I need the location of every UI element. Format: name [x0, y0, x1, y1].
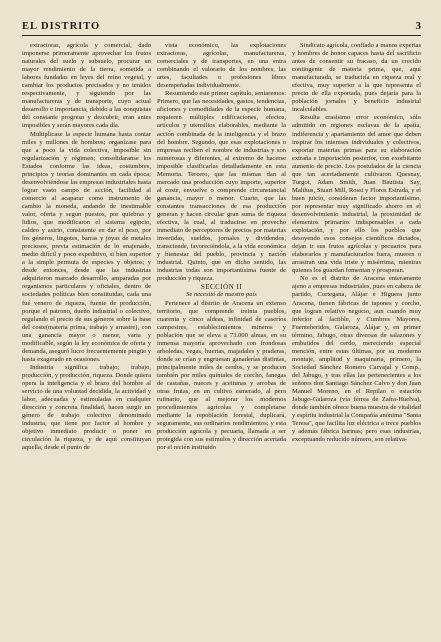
- paragraph: extractoras, agrícola y comercial, dado imponerse primeramente aprovechar los frutos naturales del suelo y subsuelo, procurar un mayor rendimiento de la tierra, sometida a labores fundadas en leyes del reino vegetal, y cambiar los productos precisados y no tenidos respectivamente, y siguiendo por las manufactureras y de transporte, cuyo actual desarrollo e importancia, debido a las conquistas del constante progreso y descubrir, eran antes imposibles y serán mayores cada día.: [22, 42, 151, 130]
- column-3: [292, 42, 421, 642]
- column-1: [22, 42, 151, 642]
- paragraph: Sindicato agrícola, confiado a manos expertas y hombres de honor capaces hasta del sacrificio antes de consentir su fracaso, da un crecido contingente de materia prima, que, aquí manufacturada, se traduciría en riqueza real y efectiva, muy superior a la que representa el precio de ella exportada, pues dejaría para la población jornales y beneficio industrial incalculables.: [292, 42, 421, 114]
- column-2: [157, 42, 286, 642]
- page-header: [22, 14, 421, 32]
- paragraph: No es el distrito de Aracena enteramente ajeno a empresas industriales, pues en cabeza de partido, Cortegana, Alájar e Higuera junto Aracena, tienen fábricas de tapones y corcho, que logran relativo negocio, aun cuando muy inferior al factible, y Cumbres Mayores, Fuenteheridos, Galaroza, Alájar y, en primer término, Jabugo, otras diversas de salazones y embutidos del cerdo, mereciendo especial mención, entre estas últimas, por su moderno montaje, amplitud y maquinaria, primero, la Sociedad Sánchez Romero Carvajal y Comp., del Jabugo, y tras ellas las pertenecientes a los señores don Santiago Sánchez Calvo y don Juan Manuel Moreno, en el Repilao o estación Jabugo-Galaroza (vía férrea de Zafra-Huelva), donde también ofrece buena muestra de vitalidad y espíritu industrial la Compañía anónima "Santa Teresa", que facilita luz eléctrica a trece pueblos y además fábrica harinas; pero esas industrias, exceptuando reducido número, son relativa-: [292, 275, 421, 444]
- journal-title: EL DISTRITO: [22, 21, 101, 32]
- paragraph: Multiplicase la especie humana hasta contar miles y millones de hombres; organízase para que a poco la vida colectiva, imposible sin regularización y régimen; consolidaranse los Estados conforme las ideas, costumbres, principios y teorías dominantes en cada época; desenvolviéndose las empresas industriales hasta lograr vasto campo de acción, facilidad al comercio al acaparar como instrumento de cambio la moneda, andando de inestimable valor, oferta y segun puestos, por quiebras y lidios, que modificaron el sistema egipcio, caldeo y asirio, consistente en dar el peso, por los géneros, lingotes, barras y joyas de metales preciosos, previa estimación de lo enajenado, medio difícil y poco expeditivo, si bien superior a la simple permuta de especies y objetos; y desde entonces, desde que las industrias adquirieron marcado desarrollo, amparadas por organismos particulares y oficiales, dentro de sociedades políticas bien constituidas, cada una fué venero de riqueza, fuente de producción, porque el patrono, dueño industrial o colectivo, regulando el precio de sus géneros sobre la base del coste(materia prima, trabajo y arrastre), con una ganancia mayor o menor, varia y modificable, según la ley económica de oferta y demanda, aseguró lucro frecuentemente pingüe y hasta exagerado en ocasiones.: [22, 130, 151, 363]
- section-subtitle: Se necesitó de nuestro país: [186, 291, 257, 299]
- text-columns: [22, 42, 421, 642]
- paragraph: Pertenece al distrito de Aracena un extenso territorio, que comprende treinta pueblos, cuarenta y cinco aldeas, infinidad de caseríos campestres, establecimientos mineros y población que se eleva a 73.000 almas, en su inmensa mayoría aprovechado con frondosas arboledas, vegas, huertas, majadales y praderas, donde se crían y engruesan ganaderías distintas, principalmente miles de cerdos, y se producen también por miles quintales de corcho, fanegas de castañas, nueces y aceitunas y arrobas de otras frutas, en un cultivo esmerado, al pero rutinario, que al mejorar los modernos procedimientos agrícolas y completarse mediante la repoblación forestal, duplicará, seguramente, sus ordinarios rendimientos; y esta producción agrícola y pecuaria, llamada a ser protegida con sus estímulos y dirección acertada por el recién instituido: [157, 299, 286, 452]
- paragraph: Resulta crasísimo error económico, sólo admitido en regiones esclavas de la apatía, indiferencia y apartamiento del amor que deben inspirar los intereses individuales y colectivos, exportar materias primas para su elaboración extraña e importación posterior, con exorbitante aumento de precio. Los postulados de la ciencia que tan acertadamente cultivaron Quesnay, Turgot, Adam Smith, Juan Bautista Say, Malthus, Stuart Mill, Rossi y Flores Estrada, y el buen juicio, consideran factor importantísimo, por representar muy significado ahorro en el desenvolvimiento industrial, la proximidad de elementos primarios indispensables a cada explotación, y por ello los pueblos que desoyendo esos consejos científicos dictados, dejan ir sus frutos agrícolas y pecuarios para elaborarlos y manufacturarlos fuera, mueren o arrastran una vida triste y misérrima, mientras quienes los guardan fomentan y prosperan.: [292, 114, 421, 275]
- header-rule: [22, 35, 421, 36]
- paragraph: vista económico, las explotaciones extractoras, agrícolas, manufactureras, comerciales y de transportes, en una entra combinando el valorario de los nombres, las artes, facultades o profesiones libres desempeñadas individualmente.: [157, 42, 286, 90]
- page-number: 3: [415, 20, 421, 32]
- paragraph: Industria significa trabajo; trabajo, producción, y producción, riqueza. Donde quiera opera la inteligencia y el brazo del hombre al servicio de una voluntad decidida, la actividad y labor, adecuadas y estimuladas en cualquier dirección y concreta finalidad, hacen surgir un género de trabajo colectivo denominado industria, que tiene por factor al hombre y objetivo inmediato producir o poner en circulación la riqueza, y de aquí constituyan aquella, desde el punto de: [22, 363, 151, 452]
- section-title: SECCIÓN II: [200, 283, 243, 292]
- paragraph: Resumiendo este primer capítulo, sentaremos: Primero, que las necesidades, gastos, tendencias, aficiones y comodidades de la especie humana, requieren múltiples edificaciones, efectos, artículos y utensilios elaborables, mediante la acción combinada de la inteligencia y el brazo del hombre. Segundo, que esas explotaciones o empresas reciben el nombre de industrias y son numerosas y diferentes, al extremo de hacerse imposible clasificarlas detalladamente en esta Memoria. Tercero, que las mismas dan al mercado una producción cuyo importe, superior al coste, envuelve o comprende circunstancial ganancia, mayor o menor. Cuarto, que las constantes transacciones de esa producción generan y hacen circular gran suma de riqueza efectiva, la cual, al traducirse en provecho inmediato de perceptores de precios por materias invertidas, sueldos, jornales y dividendos, transciende, favoreciéndola, a la vida económica y bienestar del pueblo, provincia y nación industrial. Quinto, que en dicho sentido, las industrias todas son importantísima fuente de producción y riqueza.: [157, 90, 286, 283]
